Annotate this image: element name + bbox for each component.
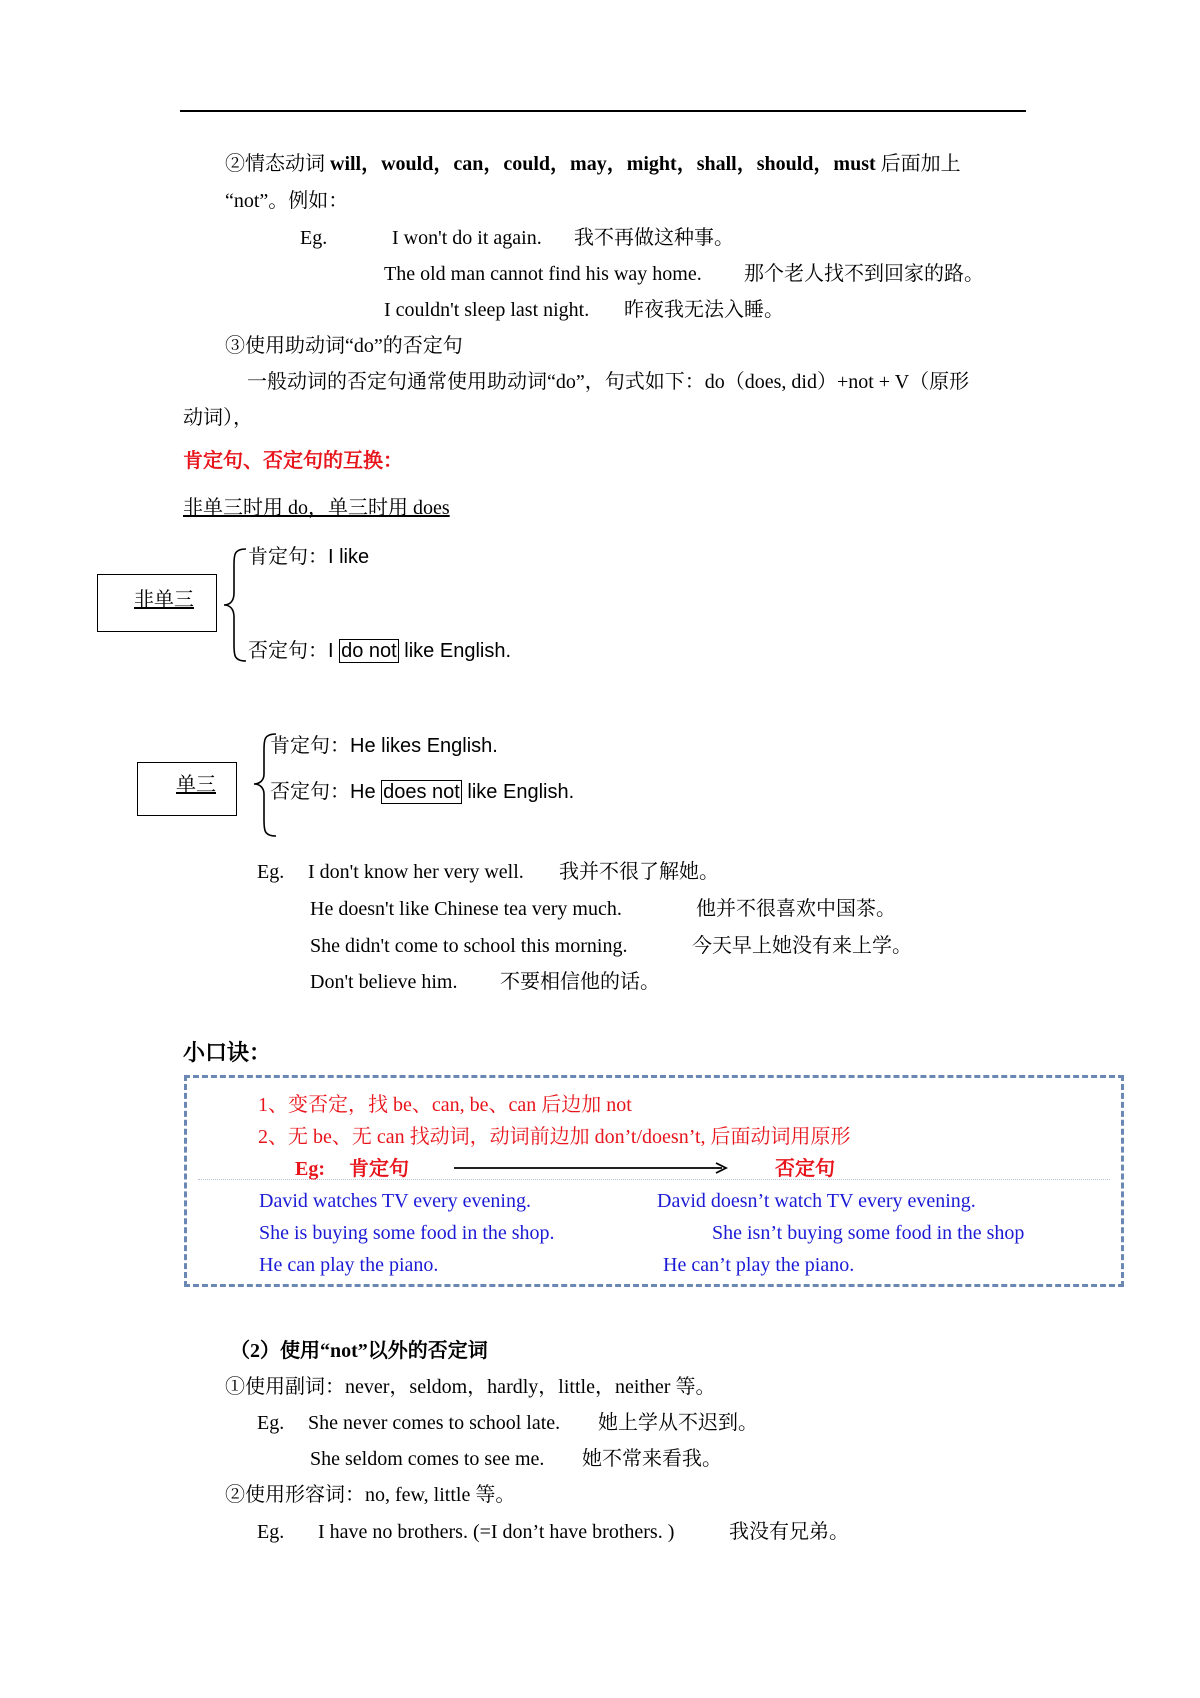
example-zh: 他并不很喜欢中国茶。: [696, 898, 896, 920]
negative-example: She isn’t buying some food in the shop: [712, 1222, 1025, 1244]
modal-verbs-list: will，would，can，could，may，might，shall，should，must: [330, 153, 876, 175]
eg-label: Eg.: [257, 1521, 285, 1543]
example-en: I won't do it again.: [392, 227, 542, 249]
example-en: She didn't come to school this morning.: [310, 935, 628, 957]
arrow-right-icon: [454, 1160, 730, 1176]
do-paragraph-line1: 一般动词的否定句通常使用助动词“do”，句式如下：do（does, did）+not + V（原形: [247, 371, 970, 393]
example-zh: 我没有兄弟。: [729, 1521, 849, 1543]
do-paragraph-line2: 动词），: [183, 407, 253, 429]
third-positive: 肯定句：He likes English.: [270, 735, 498, 757]
negative-example: David doesn’t watch TV every evening.: [657, 1190, 976, 1212]
conversion-title: 肯定句、否定句的互换：: [183, 450, 403, 472]
example-zh: 不要相信他的话。: [500, 971, 660, 993]
mnemonic-divider: [198, 1179, 1110, 1180]
example-zh: 昨夜我无法入睡。: [624, 299, 784, 321]
non-third-label: 非单三: [134, 589, 194, 611]
example-en: I couldn't sleep last night.: [384, 299, 590, 321]
mnemonic-title: 小口诀：: [183, 1040, 272, 1065]
do-not-highlight: do not: [341, 640, 397, 662]
adverbs-line: ①使用副词：never，seldom，hardly，little，neither 等。: [225, 1376, 716, 1398]
mnemonic-rule-1: 1、变否定，找 be、can, be、can 后边加 not: [258, 1094, 632, 1116]
conversion-rule: 非单三时用 do，单三时用 does: [183, 497, 450, 519]
brace-icon: [220, 545, 250, 665]
negative-example: He can’t play the piano.: [663, 1254, 855, 1276]
example-en: He doesn't like Chinese tea very much.: [310, 898, 622, 920]
modal-verbs-line2: “not”。例如：: [225, 190, 349, 212]
example-zh: 今天早上她没有来上学。: [692, 935, 912, 957]
eg-label: Eg.: [300, 227, 328, 249]
third-label: 单三: [176, 774, 216, 796]
example-zh: 她上学从不迟到。: [598, 1412, 758, 1434]
adjectives-line: ②使用形容词：no, few, little 等。: [225, 1484, 516, 1506]
example-zh: 她不常来看我。: [582, 1448, 722, 1470]
negative-heading: 否定句: [775, 1158, 835, 1180]
example-en: She seldom comes to see me.: [310, 1448, 545, 1470]
positive-example: She is buying some food in the shop.: [259, 1222, 555, 1244]
eg-label: Eg.: [257, 1412, 285, 1434]
example-en: I have no brothers. (=I don’t have brothers. ): [318, 1521, 675, 1543]
positive-heading: 肯定句: [349, 1158, 409, 1180]
positive-example: David watches TV every evening.: [259, 1190, 531, 1212]
positive-example: He can play the piano.: [259, 1254, 439, 1276]
example-zh: 那个老人找不到回家的路。: [744, 263, 984, 285]
mnemonic-eg-label: Eg:: [295, 1158, 325, 1180]
example-zh: 我并不很了解她。: [559, 861, 719, 883]
third-negative: 否定句：He does not like English.: [270, 781, 575, 803]
do-heading: ③使用助动词“do”的否定句: [225, 335, 463, 357]
example-en: The old man cannot find his way home.: [384, 263, 702, 285]
non-third-negative: 否定句：I do not like English.: [248, 640, 512, 662]
example-zh: 我不再做这种事。: [574, 227, 734, 249]
other-negatives-heading: （2）使用“not”以外的否定词: [230, 1340, 488, 1362]
modal-verbs-line: ②情态动词 will，would，can，could，may，might，shall，should，must 后面加上: [225, 153, 961, 175]
does-not-highlight: does not: [383, 781, 460, 803]
example-en: I don't know her very well.: [308, 861, 524, 883]
example-en: She never comes to school late.: [308, 1412, 561, 1434]
mnemonic-rule-2: 2、无 be、无 can 找动词，动词前边加 don’t/doesn’t, 后面动词用原形: [258, 1126, 851, 1148]
non-third-positive: 肯定句：I like: [248, 546, 370, 568]
header-rule: [180, 110, 1026, 112]
example-en: Don't believe him.: [310, 971, 458, 993]
eg-label: Eg.: [257, 861, 285, 883]
